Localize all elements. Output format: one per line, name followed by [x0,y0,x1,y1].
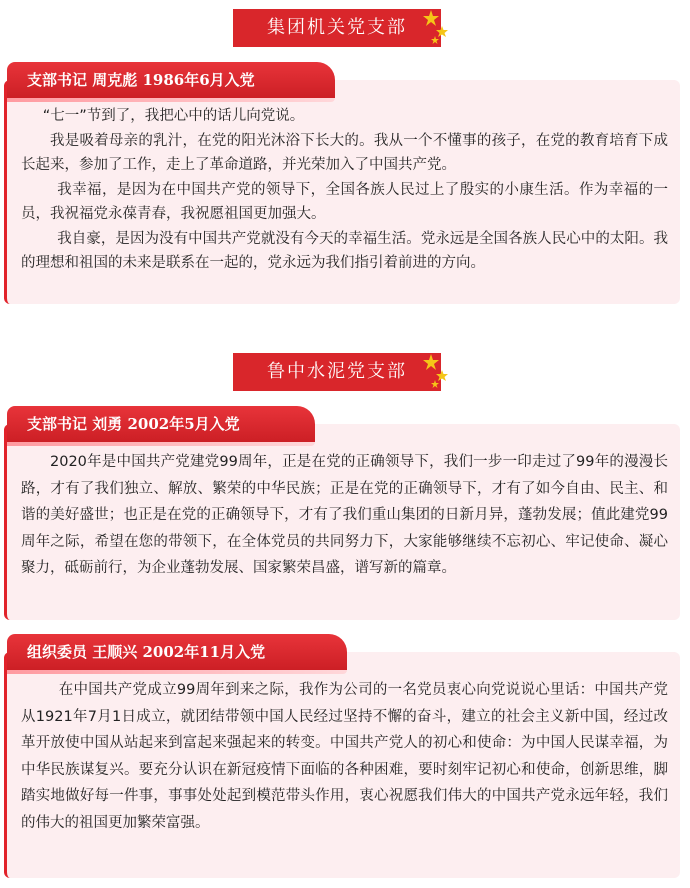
paragraph: 我幸福，是因为在中国共产党的领导下，全国各族人民过上了殷实的小康生活。作为幸福的一员，我祝福党永葆青春，我祝愿祖国更加强大。 [21,181,668,222]
paragraph: 我是吸着母亲的乳汁，在党的阳光沐浴下长大的。我从一个不懂事的孩子，在党的教育培育下成长起来，参加了工作，走上了革命道路，并光荣加入了中国共产党。 [21,132,668,173]
stars-icon [420,8,450,48]
paragraph: 在中国共产党成立99周年到来之际，我作为公司的一名党员衷心向党说说心里话：中国共产党从1921年7月1日成立，就团结带领中国人民经过坚持不懈的奋斗，建立的社会主义新中国，经过改革开放使中国从站起来到富起来强起来的转变。中国共产党人的初心和使命：为中国人民谋幸福，为中华民族谋复兴。要充分认识在新冠疫情下面临的各种困难，要时刻牢记初心和使命，创新思维，脚踏实地做好每一件事，事事处处起到模范带头作用，衷心祝愿我们伟大的中国共产党永远年轻，我们的伟大的祖国更加繁荣富强。 [21,682,668,831]
message-body [7,652,680,836]
stars-icon [420,352,450,392]
section-title: 鲁中水泥党支部 [233,353,441,391]
paragraph: 我自豪，是因为没有中国共产党就没有今天的幸福生活。党永远是全国各族人民心中的太阳。我的理想和祖国的未来是联系在一起的，党永远为我们指引着前进的方向。 [21,230,668,271]
message-body [7,424,680,582]
section-title: 集团机关党支部 [233,9,441,47]
message-card [4,643,680,878]
paragraph: 2020年是中国共产党建党99周年，正是在党的正确领导下，我们一步一印走过了99年的漫漫长路，才有了我们独立、解放、繁荣的中华民族；正是在党的正确领导下，才有了如今自由、民主、和谐的美好盛世；也正是在党的正确领导下，才有了我们重山集团的日新月异，蓬勃发展；值此建党99周年之际，希望在您的带领下，在全体党员的共同努力下，大家能够继续不忘初心、牢记使命、凝心聚力，砥砺前行，为企业蓬勃发展、国家繁荣昌盛，谱写新的篇章。 [21,454,668,576]
author-tab: 组织委员 王顺兴 2002年11月入党 [7,634,347,670]
author-tab: 支部书记 刘勇 2002年5月入党 [7,406,315,442]
message-card [4,71,680,304]
message-body [7,80,680,276]
message-card [4,415,680,620]
author-tab: 支部书记 周克彪 1986年6月入党 [7,62,335,98]
paragraph: “七一”节到了，我把心中的话儿向党说。 [42,108,305,124]
